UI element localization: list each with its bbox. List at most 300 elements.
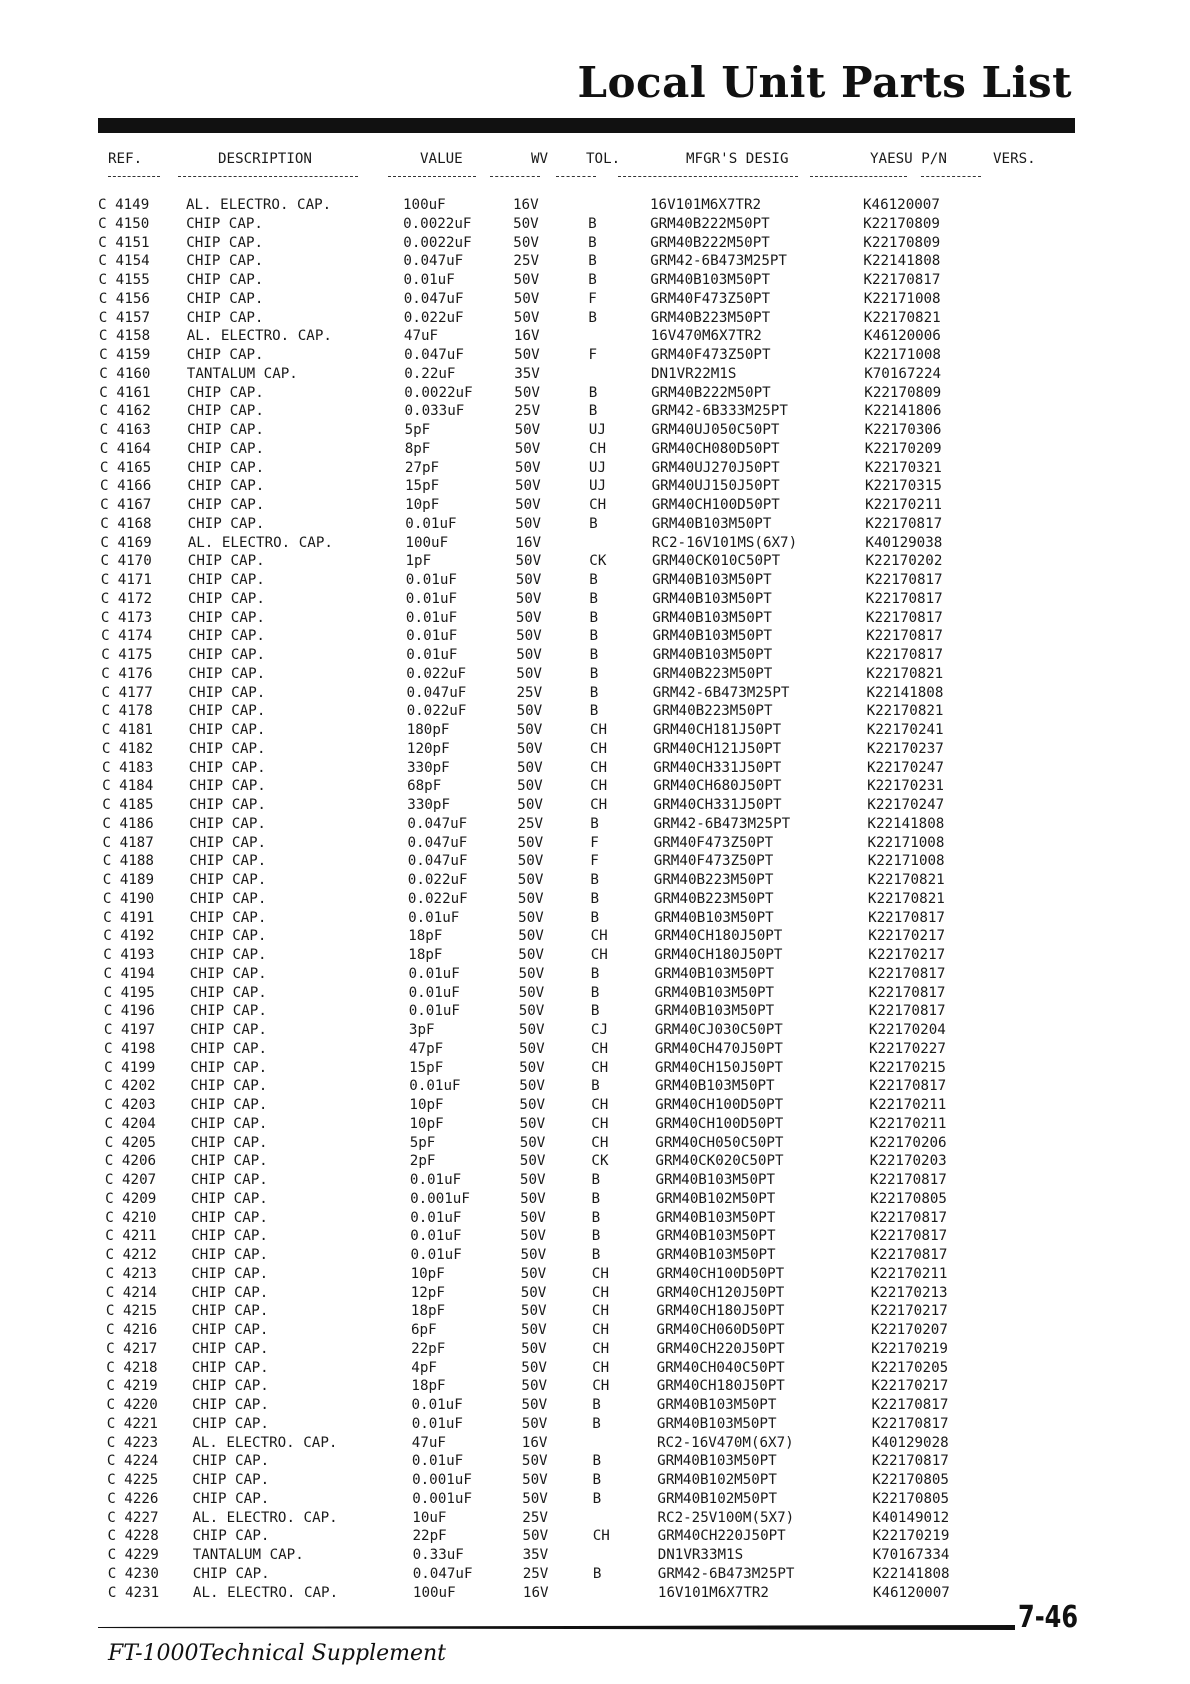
cell-mfgr-desig: GRM40CK020C50PT [655, 1153, 784, 1170]
cell-value: 6pF [411, 1322, 437, 1338]
cell-wv: 50V [520, 1265, 547, 1282]
cell-wv: 50V [517, 872, 544, 888]
cell-mfgr-desig: GRM40CH080D50PT [651, 440, 780, 457]
cell-wv: 50V [521, 1453, 548, 1470]
cell-value: 0.01uF [405, 572, 457, 588]
cell-yaesu-pn: K22170817 [868, 909, 945, 926]
cell-mfgr-desig: GRM40B223M50PT [650, 309, 771, 326]
table-row [98, 1002, 1073, 1021]
cell-tol: CH [592, 1322, 610, 1338]
cell-ref: C 4162 [99, 403, 151, 420]
cell-ref: C 4181 [101, 722, 153, 738]
cell-tol: CH [590, 759, 608, 776]
cell-ref: C 4206 [104, 1153, 157, 1170]
cell-wv: 50V [514, 440, 541, 457]
cell-ref: C 4184 [102, 778, 154, 795]
cell-tol: B [589, 703, 599, 720]
table-row [98, 1546, 1073, 1565]
table-row [98, 721, 1073, 740]
table-row [98, 759, 1073, 778]
cell-description: CHIP CAP. [192, 1397, 269, 1413]
cell-description: AL. ELECTRO. CAP. [187, 534, 333, 551]
table-row [98, 1584, 1073, 1603]
cell-value: 0.047uF [403, 253, 464, 270]
cell-description: CHIP CAP. [188, 665, 266, 682]
cell-wv: 50V [515, 590, 542, 607]
cell-value: 18pF [408, 947, 443, 963]
cell-yaesu-pn: K40149012 [872, 1509, 950, 1526]
cell-tol: B [592, 1490, 602, 1507]
cell-yaesu-pn: K22170205 [871, 1359, 949, 1376]
table-row [98, 402, 1073, 421]
cell-mfgr-desig: GRM40CJ030C50PT [654, 1022, 783, 1038]
cell-wv: 50V [515, 572, 542, 588]
cell-value: 0.047uF [407, 815, 468, 832]
cell-wv: 25V [514, 403, 541, 420]
cell-tol: B [592, 1472, 602, 1488]
cell-wv: 50V [513, 309, 540, 326]
table-row [98, 1246, 1073, 1265]
cell-wv: 50V [517, 834, 544, 851]
cell-ref: C 4170 [100, 553, 152, 570]
cell-mfgr-desig: GRM40CH331J50PT [653, 759, 782, 776]
cell-yaesu-pn: K22170207 [871, 1322, 948, 1338]
cell-wv: 50V [520, 1190, 546, 1207]
cell-description: CHIP CAP. [190, 1040, 268, 1057]
cell-mfgr-desig: GRM40CH180J50PT [656, 1303, 785, 1320]
cell-mfgr-desig: GRM40CH180J50PT [654, 947, 783, 963]
cell-yaesu-pn: K46120007 [863, 197, 940, 213]
cell-description: CHIP CAP. [186, 384, 264, 401]
cell-ref: C 4178 [101, 703, 153, 720]
cell-ref: C 4197 [103, 1022, 156, 1038]
table-row [98, 384, 1073, 403]
cell-ref: C 4231 [107, 1584, 160, 1601]
cell-mfgr-desig: 16V470M6X7TR2 [650, 328, 762, 345]
cell-description: CHIP CAP. [191, 1359, 269, 1376]
cell-description: CHIP CAP. [191, 1228, 268, 1245]
cell-description: CHIP CAP. [190, 1059, 268, 1076]
cell-mfgr-desig: GRM40B103M50PT [655, 1078, 775, 1095]
cell-value: 330pF [407, 759, 450, 776]
cell-description: CHIP CAP. [189, 815, 266, 832]
header-tol: TOL. [586, 151, 621, 167]
cell-description: CHIP CAP. [186, 309, 264, 326]
cell-description: CHIP CAP. [190, 1153, 268, 1170]
cell-wv: 50V [515, 609, 542, 626]
table-row [98, 1321, 1073, 1340]
cell-value: 0.01uF [410, 1209, 462, 1226]
table-row [98, 984, 1073, 1003]
cell-ref: C 4191 [103, 909, 155, 926]
cell-wv: 50V [518, 984, 545, 1001]
cell-wv: 16V [513, 328, 540, 345]
cell-ref: C 4150 [98, 215, 150, 232]
cell-wv: 50V [522, 1472, 548, 1488]
cell-wv: 50V [519, 1172, 546, 1188]
cell-yaesu-pn: K22170817 [865, 609, 943, 626]
cell-value: 22pF [411, 1340, 446, 1357]
cell-wv: 50V [520, 1303, 547, 1320]
cell-ref: C 4186 [102, 815, 154, 832]
cell-wv: 50V [517, 797, 543, 813]
cell-mfgr-desig: GRM40UJ270J50PT [651, 459, 780, 476]
cell-value: 47uF [411, 1434, 446, 1451]
cell-tol: CH [592, 1378, 610, 1395]
cell-tol: B [589, 609, 599, 626]
cell-yaesu-pn: K22170805 [870, 1190, 947, 1207]
cell-ref: C 4214 [105, 1284, 157, 1301]
cell-value: 10pF [409, 1115, 444, 1132]
cell-yaesu-pn: K46120007 [872, 1584, 950, 1601]
cell-mfgr-desig: GRM40CH181J50PT [653, 722, 782, 738]
cell-tol: B [591, 1190, 601, 1207]
cell-value: 0.01uF [403, 272, 455, 288]
table-row [98, 1415, 1073, 1434]
table-row [98, 1096, 1073, 1115]
cell-mfgr-desig: GRM40CH050C50PT [655, 1134, 784, 1151]
cell-description: CHIP CAP. [189, 797, 266, 813]
cell-value: 15pF [409, 1059, 444, 1076]
cell-mfgr-desig: GRM40CH220J50PT [657, 1528, 786, 1545]
table-row [98, 496, 1073, 515]
cell-ref: C 4213 [105, 1265, 157, 1282]
underline-tol [556, 176, 596, 177]
cell-wv: 50V [513, 272, 540, 288]
cell-description: CHIP CAP. [187, 440, 265, 457]
cell-value: 68pF [407, 778, 442, 795]
cell-ref: C 4149 [98, 197, 150, 213]
cell-description: CHIP CAP. [192, 1565, 270, 1582]
cell-yaesu-pn: K22170817 [866, 628, 943, 645]
cell-yaesu-pn: K70167224 [864, 365, 942, 382]
cell-description: CHIP CAP. [186, 234, 264, 251]
cell-yaesu-pn: K22141808 [866, 684, 944, 701]
cell-mfgr-desig: GRM40CH100D50PT [655, 1115, 784, 1132]
cell-value: 0.01uF [411, 1415, 463, 1432]
table-row [98, 477, 1073, 496]
cell-yaesu-pn: K22170805 [872, 1490, 950, 1507]
cell-description: CHIP CAP. [190, 1003, 267, 1020]
cell-tol: B [591, 1209, 601, 1226]
header-ref: REF. [108, 151, 143, 167]
cell-mfgr-desig: GRM40B103M50PT [651, 515, 772, 532]
cell-value: 0.0022uF [403, 215, 472, 232]
cell-wv: 50V [514, 347, 540, 363]
cell-value: 0.01uF [408, 1003, 460, 1020]
table-row [98, 571, 1073, 590]
cell-mfgr-desig: GRM40CH180J50PT [656, 1378, 785, 1395]
cell-tol: UJ [589, 478, 607, 495]
cell-wv: 50V [518, 1003, 545, 1020]
cell-wv: 50V [518, 928, 544, 945]
table-row [98, 215, 1073, 234]
cell-value: 0.01uF [406, 628, 458, 645]
cell-wv: 50V [520, 1284, 547, 1301]
cell-ref: C 4168 [100, 515, 152, 532]
cell-tol: CH [589, 497, 607, 513]
cell-mfgr-desig: GRM40B103M50PT [655, 1209, 776, 1226]
table-row [98, 1227, 1073, 1246]
cell-description: CHIP CAP. [190, 1115, 268, 1132]
table-row [98, 1527, 1073, 1546]
cell-wv: 50V [520, 1228, 546, 1245]
cell-yaesu-pn: K22170206 [869, 1134, 947, 1151]
cell-tol: CH [591, 1284, 609, 1301]
cell-yaesu-pn: K22141806 [864, 403, 942, 420]
page-title: Local Unit Parts List [577, 58, 1072, 107]
cell-yaesu-pn: K22170817 [863, 272, 941, 288]
cell-ref: C 4230 [107, 1565, 159, 1582]
cell-ref: C 4158 [98, 328, 151, 345]
cell-wv: 50V [516, 740, 543, 757]
cell-mfgr-desig: RC2-16V101MS(6X7) [651, 534, 798, 551]
table-row [98, 609, 1073, 628]
cell-yaesu-pn: K22170817 [868, 984, 946, 1001]
cell-wv: 16V [522, 1584, 549, 1601]
underline-ref [108, 176, 160, 177]
cell-yaesu-pn: K22170809 [863, 215, 940, 232]
table-row [98, 815, 1073, 834]
cell-yaesu-pn: K22170237 [866, 740, 944, 757]
cell-mfgr-desig: GRM40B103M50PT [654, 965, 774, 982]
cell-mfgr-desig: GRM40B102M50PT [655, 1190, 776, 1207]
cell-ref: C 4193 [103, 947, 155, 963]
cell-value: 18pF [411, 1378, 446, 1395]
cell-wv: 35V [514, 365, 540, 382]
cell-description: CHIP CAP. [189, 984, 267, 1001]
cell-value: 0.022uF [403, 309, 464, 326]
cell-wv: 50V [513, 215, 539, 232]
cell-yaesu-pn: K22170817 [868, 965, 946, 982]
cell-ref: C 4203 [104, 1097, 156, 1113]
cell-ref: C 4202 [104, 1078, 156, 1095]
table-row [98, 1265, 1073, 1284]
cell-value: 18pF [408, 928, 443, 945]
header-value: VALUE [420, 151, 463, 167]
cell-mfgr-desig: GRM40CH060D50PT [656, 1322, 785, 1338]
cell-value: 120pF [406, 740, 450, 757]
cell-yaesu-pn: K22170821 [863, 309, 941, 326]
cell-ref: C 4194 [103, 965, 155, 982]
table-row [98, 946, 1073, 965]
cell-value: 0.001uF [412, 1472, 472, 1488]
cell-value: 1pF [405, 553, 432, 570]
table-row [98, 871, 1073, 890]
table-row [98, 1565, 1073, 1584]
cell-tol: B [588, 403, 598, 420]
cell-value: 0.01uF [411, 1453, 464, 1470]
cell-tol: B [591, 1228, 601, 1245]
table-row [98, 515, 1073, 534]
cell-description: AL. ELECTRO. CAP. [186, 197, 332, 213]
cell-tol: B [591, 1172, 601, 1188]
cell-description: CHIP CAP. [187, 572, 265, 588]
cell-ref: C 4196 [103, 1003, 155, 1020]
table-row [98, 684, 1073, 703]
cell-mfgr-desig: GRM40B223M50PT [652, 665, 773, 682]
cell-tol: F [588, 347, 598, 363]
cell-yaesu-pn: K22171008 [867, 853, 945, 870]
cell-value: 47pF [409, 1040, 444, 1057]
cell-yaesu-pn: K22170821 [866, 703, 944, 720]
cell-yaesu-pn: K22141808 [867, 815, 945, 832]
cell-value: 0.022uF [406, 703, 467, 720]
cell-ref: C 4209 [105, 1190, 157, 1207]
cell-value: 0.047uF [407, 853, 468, 870]
cell-description: AL. ELECTRO. CAP. [192, 1584, 339, 1601]
cell-mfgr-desig: DN1VR22M1S [651, 365, 737, 382]
cell-wv: 50V [520, 1209, 546, 1226]
cell-yaesu-pn: K22170217 [871, 1378, 949, 1395]
table-row [98, 1190, 1073, 1209]
cell-mfgr-desig: GRM40B103M50PT [656, 1397, 777, 1413]
cell-wv: 50V [521, 1322, 547, 1338]
cell-ref: C 4165 [99, 459, 152, 476]
cell-tol: B [592, 1565, 602, 1582]
cell-tol: CH [591, 1097, 609, 1113]
cell-wv: 50V [518, 1022, 545, 1038]
cell-description: CHIP CAP. [191, 1378, 269, 1395]
cell-description: CHIP CAP. [191, 1284, 269, 1301]
cell-description: CHIP CAP. [186, 347, 264, 363]
cell-yaesu-pn: K22170213 [870, 1284, 948, 1301]
cell-yaesu-pn: K22170821 [866, 665, 944, 682]
table-row [98, 927, 1073, 946]
cell-wv: 50V [515, 478, 541, 495]
cell-wv: 50V [517, 759, 543, 776]
cell-value: 10pF [409, 1097, 444, 1113]
table-row [98, 459, 1073, 478]
cell-wv: 16V [515, 534, 542, 551]
cell-yaesu-pn: K22170306 [864, 422, 942, 438]
cell-tol: B [588, 384, 598, 401]
cell-wv: 50V [522, 1528, 549, 1545]
cell-description: CHIP CAP. [189, 890, 267, 907]
cell-yaesu-pn: K22170817 [871, 1415, 949, 1432]
cell-mfgr-desig: DN1VR33M1S [657, 1547, 744, 1563]
cell-mfgr-desig: GRM42-6B473M25PT [652, 684, 790, 701]
cell-description: CHIP CAP. [189, 928, 267, 945]
cell-value: 180pF [406, 722, 450, 738]
cell-value: 0.022uF [407, 890, 468, 907]
cell-wv: 16V [521, 1434, 548, 1451]
cell-ref: C 4169 [100, 534, 152, 551]
table-row [98, 740, 1073, 759]
table-row [98, 1171, 1073, 1190]
cell-value: 0.001uF [412, 1490, 472, 1507]
cell-tol: B [592, 1415, 601, 1432]
table-row [98, 1509, 1073, 1528]
cell-description: CHIP CAP. [187, 478, 265, 495]
cell-yaesu-pn: K22170817 [865, 515, 943, 532]
cell-value: 5pF [409, 1134, 436, 1151]
cell-tol: B [592, 1453, 602, 1470]
cell-value: 0.33uF [412, 1547, 464, 1563]
cell-value: 10uF [412, 1509, 447, 1526]
cell-ref: C 4227 [107, 1509, 159, 1526]
table-row [98, 1396, 1073, 1415]
cell-ref: C 4223 [106, 1434, 159, 1451]
cell-value: 0.01uF [410, 1247, 462, 1263]
cell-value: 8pF [404, 440, 431, 457]
cell-description: AL. ELECTRO. CAP. [186, 328, 332, 345]
cell-tol: B [590, 872, 599, 888]
cell-ref: C 4171 [100, 572, 152, 588]
cell-ref: C 4151 [98, 234, 150, 251]
cell-description: CHIP CAP. [191, 1303, 269, 1320]
cell-value: 0.01uF [411, 1397, 463, 1413]
cell-value: 0.047uF [406, 684, 467, 701]
cell-value: 0.01uF [408, 984, 460, 1001]
cell-mfgr-desig: GRM40B103M50PT [655, 1228, 776, 1245]
cell-tol: B [589, 684, 599, 701]
cell-description: CHIP CAP. [191, 1209, 268, 1226]
cell-tol: B [590, 890, 600, 907]
cell-ref: C 4195 [103, 984, 155, 1001]
cell-ref: C 4192 [103, 928, 155, 945]
cell-tol: B [592, 1397, 601, 1413]
cell-mfgr-desig: GRM40B103M50PT [650, 272, 770, 288]
underline-mfgr-desig [618, 176, 798, 177]
table-row [98, 1377, 1073, 1396]
cell-ref: C 4207 [104, 1172, 157, 1188]
cell-description: AL. ELECTRO. CAP. [192, 1434, 338, 1451]
table-row [98, 365, 1073, 384]
cell-description: CHIP CAP. [188, 703, 266, 720]
cell-yaesu-pn: K22171008 [864, 347, 941, 363]
cell-mfgr-desig: GRM42-6B473M25PT [653, 815, 791, 832]
table-row [98, 590, 1073, 609]
cell-ref: C 4185 [102, 797, 154, 813]
cell-tol: B [588, 215, 597, 232]
table-row [98, 965, 1073, 984]
cell-tol: CH [589, 740, 607, 757]
header-description: DESCRIPTION [218, 151, 312, 167]
cell-tol: B [590, 965, 600, 982]
page-number: 7-46 [1018, 1600, 1079, 1635]
cell-yaesu-pn: K22170817 [865, 590, 943, 607]
cell-wv: 25V [516, 684, 543, 701]
cell-tol: B [589, 628, 599, 645]
table-row [98, 777, 1073, 796]
cell-tol: UJ [588, 422, 606, 438]
cell-description: CHIP CAP. [187, 515, 265, 532]
cell-wv: 50V [518, 909, 544, 926]
cell-ref: C 4189 [102, 872, 155, 888]
cell-ref: C 4156 [98, 290, 150, 307]
cell-mfgr-desig: GRM40CH180J50PT [654, 928, 783, 945]
footer-rule [98, 1625, 1015, 1630]
cell-mfgr-desig: GRM40CK010C50PT [652, 553, 781, 570]
cell-wv: 50V [516, 703, 543, 720]
cell-mfgr-desig: GRM40F473Z50PT [653, 834, 774, 851]
cell-mfgr-desig: GRM40B102M50PT [657, 1490, 777, 1507]
cell-description: CHIP CAP. [190, 1022, 267, 1038]
table-row [98, 1152, 1073, 1171]
cell-yaesu-pn: K22170805 [872, 1472, 949, 1488]
cell-description: CHIP CAP. [188, 740, 266, 757]
cell-description: CHIP CAP. [192, 1528, 270, 1545]
cell-yaesu-pn: K22170211 [865, 497, 942, 513]
table-row [98, 552, 1073, 571]
cell-yaesu-pn: K22170817 [870, 1209, 948, 1226]
cell-wv: 50V [519, 1134, 546, 1151]
table-row [98, 1452, 1073, 1471]
cell-yaesu-pn: K22170211 [869, 1115, 947, 1132]
cell-wv: 50V [516, 647, 542, 663]
cell-ref: C 4159 [99, 347, 151, 363]
